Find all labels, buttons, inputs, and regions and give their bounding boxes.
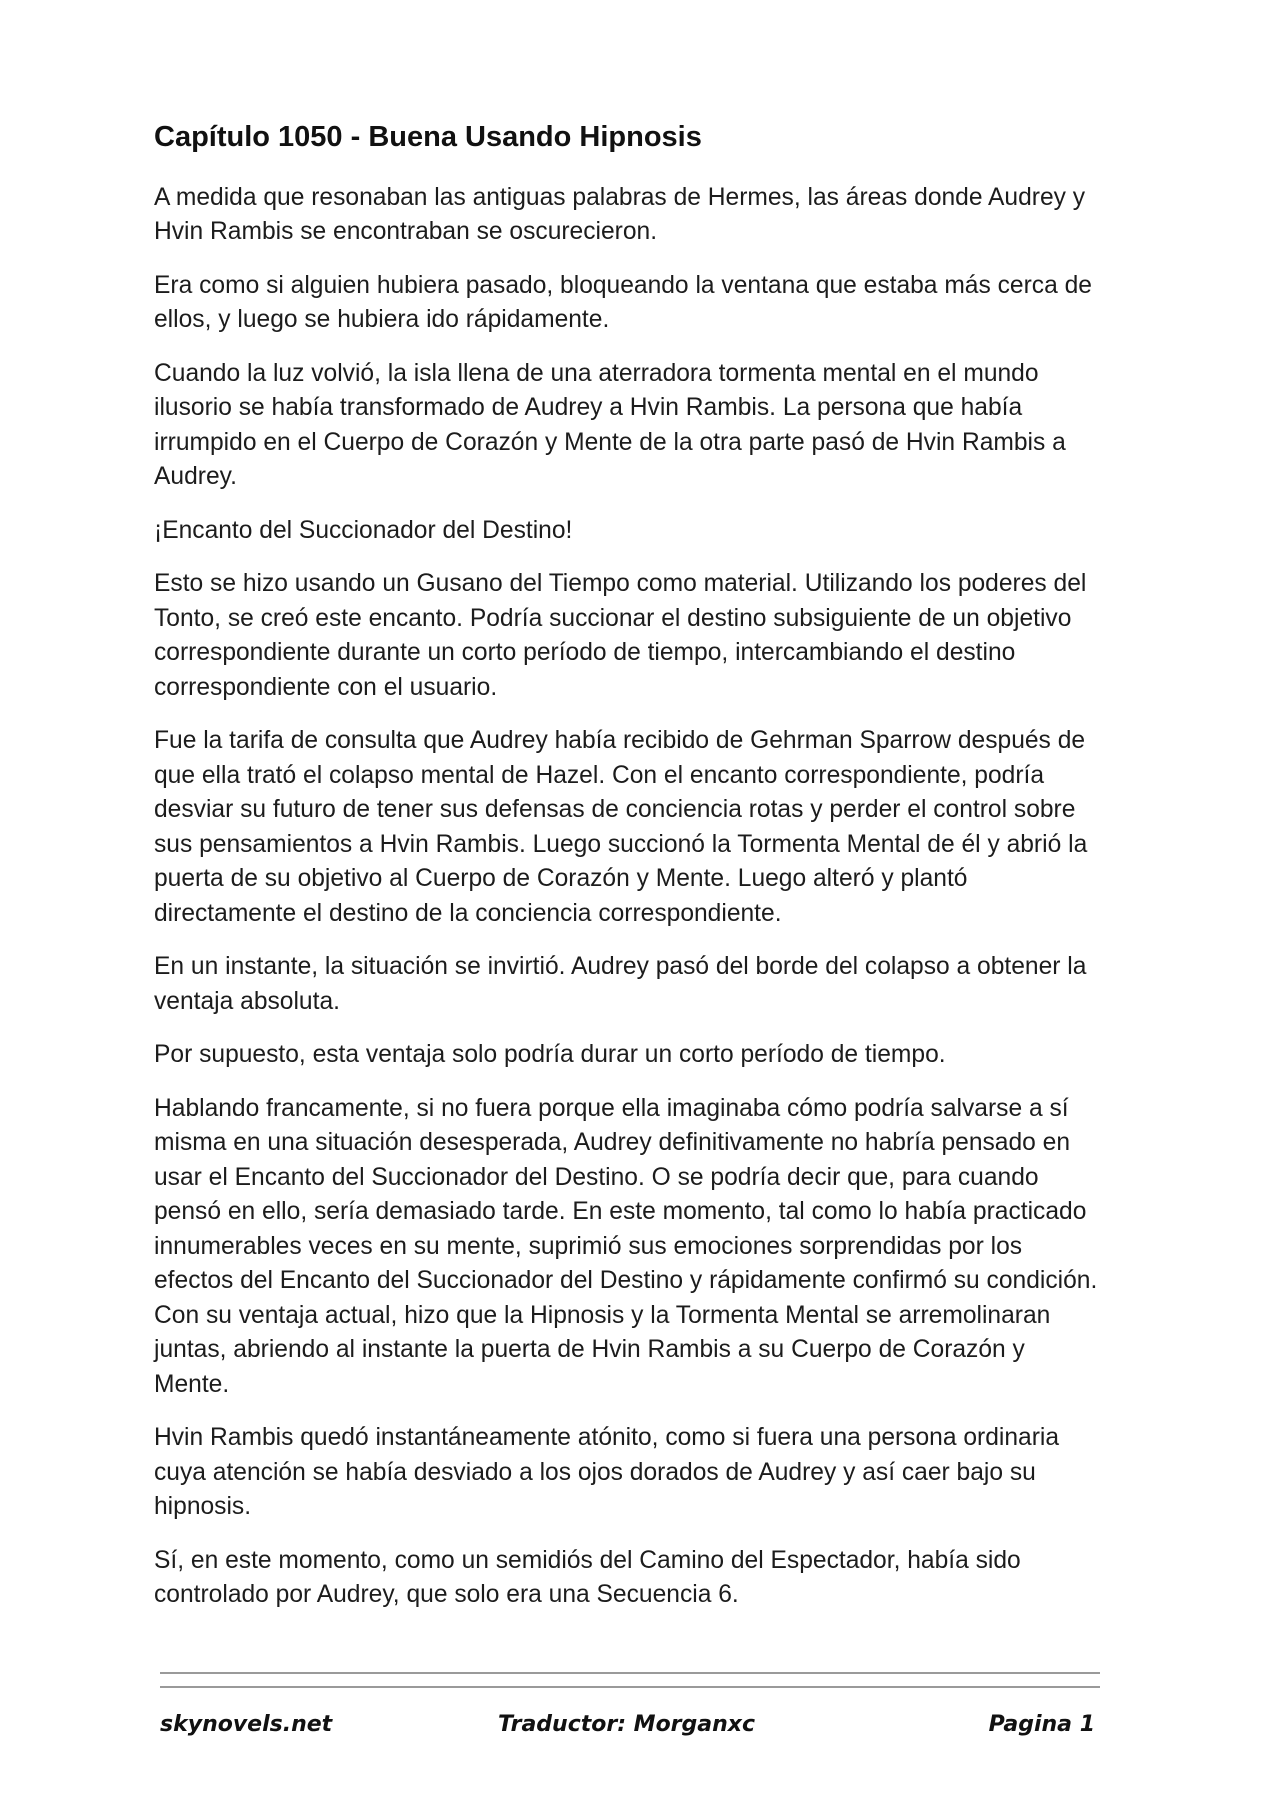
footer-divider [160,1672,1100,1700]
paragraph-6: Fue la tarifa de consulta que Audrey había recibido de Gehrman Sparrow después de que ella trató el colapso mental de Hazel. Con el encanto correspondiente, podría desviar su futuro de tener sus defensas de conciencia rotas y perder el control sobre sus pensamientos a Hvin Rambis. Luego succionó la Tormenta Mental de él y abrió la puerta de su objetivo al Cuerpo de Corazón y Mente. Luego alteró y plantó directamente el destino de la conciencia correspondiente. [154,727,1088,927]
paragraph-10: Hvin Rambis quedó instantáneamente atónito, como si fuera una persona ordinaria cuya atención se había desviado a los ojos dorados de Audrey y así caer bajo su hipnosis. [154,1424,1060,1521]
paragraph-4: ¡Encanto del Succionador del Destino! [154,516,573,544]
paragraph-1: A medida que resonaban las antiguas palabras de Hermes, las áreas donde Audrey y Hvin Rambis se encontraban se oscurecieron. [154,183,1086,246]
footer-divider-line-top [160,1672,1100,1674]
footer-site: skynovels.net [160,1712,333,1737]
paragraph-3: Cuando la luz volvió, la isla llena de una aterradora tormenta mental en el mundo ilusorio se había transformado de Audrey a Hvin Rambis. La persona que había irrumpido en el Cuerpo de Corazón y Mente de la otra parte pasó de Hvin Rambis a Audrey. [154,359,1066,491]
footer-divider-line-bottom [160,1686,1100,1688]
paragraph-8: Por supuesto, esta ventaja solo podría durar un corto período de tiempo. [154,1041,946,1069]
paragraph-5: Esto se hizo usando un Gusano del Tiempo como material. Utilizando los poderes del Tonto, se creó este encanto. Podría succionar el destino subsiguiente de un objetivo correspondiente durante un corto período de tiempo, intercambiando el destino correspondiente con el usuario. [154,570,1087,701]
paragraph-11: Sí, en este momento, como un semidiós del Camino del Espectador, había sido controlado por Audrey, que solo era una Secuencia 6. [154,1546,1021,1609]
paragraph-9: Hablando francamente, si no fuera porque ella imaginaba cómo podría salvarse a sí misma en una situación desesperada, Audrey definitivamente no habría pensado en usar el Encanto del Succionador del Destino. O se podría decir que, para cuando pensó en ello, sería demasiado tarde. En este momento, tal como lo había practicado innumerables veces en su mente, suprimió sus emociones sorprendidas por los efectos del Encanto del Succionador del Destino y rápidamente confirmó su condición. Con su ventaja actual, hizo que la Hipnosis y la Tormenta Mental se arremolinaran juntas, abriendo al instante la puerta de Hvin Rambis a su Cuerpo de Corazón y Mente. [154,1094,1098,1398]
chapter-title: Capítulo 1050 - Buena Usando Hipnosis [154,121,702,153]
footer-translator: Traductor: Morganxc [498,1712,756,1737]
page-footer [160,1712,1095,1752]
paragraph-2: Era como si alguien hubiera pasado, bloqueando la ventana que estaba más cerca de ellos, y luego se hubiera ido rápidamente. [154,271,1092,334]
document-body [154,120,1106,1632]
paragraph-7: En un instante, la situación se invirtió. Audrey pasó del borde del colapso a obtener la ventaja absoluta. [154,953,1087,1015]
footer-page-number: Pagina 1 [988,1712,1095,1737]
